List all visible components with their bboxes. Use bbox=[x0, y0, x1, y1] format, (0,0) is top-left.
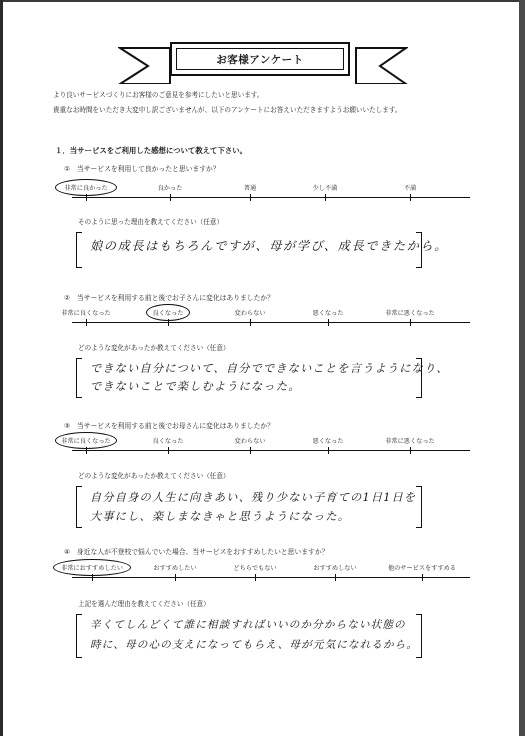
scale-tick bbox=[335, 574, 336, 581]
answer-box-q4[interactable] bbox=[76, 614, 422, 658]
option-q3-5[interactable]: 非常に悪くなった bbox=[385, 438, 435, 445]
option-q2-4[interactable]: 悪くなった bbox=[312, 310, 344, 317]
scale-tick bbox=[410, 194, 411, 201]
option-q4-2[interactable]: おすすめしたい bbox=[153, 565, 197, 572]
rating-scale-q4 bbox=[60, 563, 470, 589]
rating-scale-q1 bbox=[60, 183, 470, 209]
bracket-right bbox=[416, 614, 422, 658]
bracket-left bbox=[76, 486, 82, 528]
question-4: ④ 身近な人が不登校で悩んでいた場合、当サービスをおすすめしたいと思いますか？ bbox=[64, 548, 329, 556]
answer-box-q1[interactable] bbox=[76, 232, 448, 268]
option-q1-5[interactable]: 不満 bbox=[403, 185, 417, 192]
scale-tick bbox=[250, 447, 251, 454]
scale-tick bbox=[410, 319, 411, 326]
handwritten-answer-q4-line-1: 辛くてしんどくて誰に相談すればいいのか分からない状態の bbox=[90, 619, 406, 631]
option-q1-2[interactable]: 良かった bbox=[157, 185, 183, 192]
option-q4-3[interactable]: どちらでもない bbox=[233, 565, 277, 572]
question-2: ② 当サービスを利用する前と後でお子さんに変化はありましたか？ bbox=[64, 294, 274, 302]
reason-label-q4: 上記を選んだ理由を教えてください（任意） bbox=[78, 600, 210, 608]
section-title: １．当サービスをご利用した感想について教えて下さい。 bbox=[55, 146, 248, 155]
scale-line bbox=[72, 577, 470, 578]
option-q2-3[interactable]: 変わらない bbox=[234, 310, 266, 317]
scan-edge-top bbox=[0, 0, 525, 2]
scale-tick bbox=[250, 319, 251, 326]
scale-tick bbox=[168, 319, 169, 326]
option-q3-2[interactable]: 良くなった bbox=[152, 438, 184, 445]
option-q3-3[interactable]: 変わらない bbox=[234, 438, 266, 445]
handwritten-answer-q2-line-2: できないことで楽しむようになった。 bbox=[90, 380, 301, 393]
page-title: お客様アンケート bbox=[176, 48, 344, 70]
option-q4-5[interactable]: 他のサービスをすすめる bbox=[387, 565, 457, 572]
scale-tick bbox=[86, 194, 87, 201]
option-q1-3[interactable]: 普通 bbox=[243, 185, 257, 192]
scale-tick bbox=[92, 574, 93, 581]
option-q2-5[interactable]: 非常に悪くなった bbox=[385, 310, 435, 317]
intro-line-2: 貴重なお時間をいただき大変申し訳ございませんが、以下のアンケートにお答えいただきますようお願いいたします。 bbox=[53, 106, 402, 114]
answer-box-q3[interactable] bbox=[76, 486, 422, 528]
scale-tick bbox=[325, 194, 326, 201]
bracket-left bbox=[76, 614, 82, 658]
scale-tick bbox=[422, 574, 423, 581]
bracket-left bbox=[76, 232, 82, 268]
rating-scale-q3 bbox=[60, 436, 470, 462]
question-1: ① 当サービスを利用して良かったと思いますか？ bbox=[64, 165, 220, 173]
handwritten-answer-q2-line-1: できない自分について、自分でできないことを言うようになり、 bbox=[90, 362, 449, 375]
option-q4-4[interactable]: おすすめしない bbox=[313, 565, 357, 572]
title-banner bbox=[170, 42, 350, 76]
option-q2-2[interactable]: 良くなった bbox=[152, 310, 184, 317]
reason-label-q1: そのように思った理由を教えてください（任意） bbox=[78, 218, 224, 226]
option-q1-4[interactable]: 少し不満 bbox=[312, 185, 338, 192]
scale-tick bbox=[86, 447, 87, 454]
scale-tick bbox=[255, 574, 256, 581]
scale-tick bbox=[410, 447, 411, 454]
scale-tick bbox=[175, 574, 176, 581]
reason-label-q3: どのような変化があったか教えてください（任意） bbox=[78, 472, 230, 480]
option-q4-1[interactable]: 非常におすすめしたい bbox=[61, 565, 123, 572]
handwritten-answer-q4-line-2: 時に、母の心の支えになってもらえ、母が元気になれるから。 bbox=[90, 639, 419, 651]
scan-edge-right bbox=[519, 0, 525, 736]
scale-tick bbox=[86, 319, 87, 326]
scan-edge-left bbox=[0, 0, 3, 736]
rating-scale-q2 bbox=[60, 308, 470, 334]
handwritten-answer-q1: 娘の成長はもちろんですが、母が学び、成長できたから。 bbox=[90, 239, 448, 253]
scale-tick bbox=[328, 447, 329, 454]
scale-tick bbox=[250, 194, 251, 201]
scale-tick bbox=[328, 319, 329, 326]
option-q2-1[interactable]: 非常に良くなった bbox=[61, 310, 111, 317]
option-q3-4[interactable]: 悪くなった bbox=[312, 438, 344, 445]
option-q3-1[interactable]: 非常に良くなった bbox=[61, 438, 111, 445]
scale-tick bbox=[170, 194, 171, 201]
option-q1-1[interactable]: 非常に良かった bbox=[64, 185, 108, 192]
bracket-right bbox=[416, 486, 422, 528]
answer-box-q2[interactable] bbox=[76, 358, 449, 398]
handwritten-answer-q3-line-2: 大事にし、楽しまなきゃと思うようになった。 bbox=[90, 510, 351, 523]
reason-label-q2: どのような変化があったか教えてください（任意） bbox=[78, 344, 230, 352]
scale-tick bbox=[168, 447, 169, 454]
intro-line-1: より良いサービスづくりにお客様のご意見を参考にしたいと思います。 bbox=[53, 91, 264, 99]
question-3: ③ 当サービスを利用する前と後でお母さんに変化はありましたか？ bbox=[64, 422, 274, 430]
bracket-left bbox=[76, 358, 82, 398]
handwritten-answer-q3-line-1: 自分自身の人生に向きあい、残り少ない子育ての1日1日を bbox=[90, 491, 417, 504]
